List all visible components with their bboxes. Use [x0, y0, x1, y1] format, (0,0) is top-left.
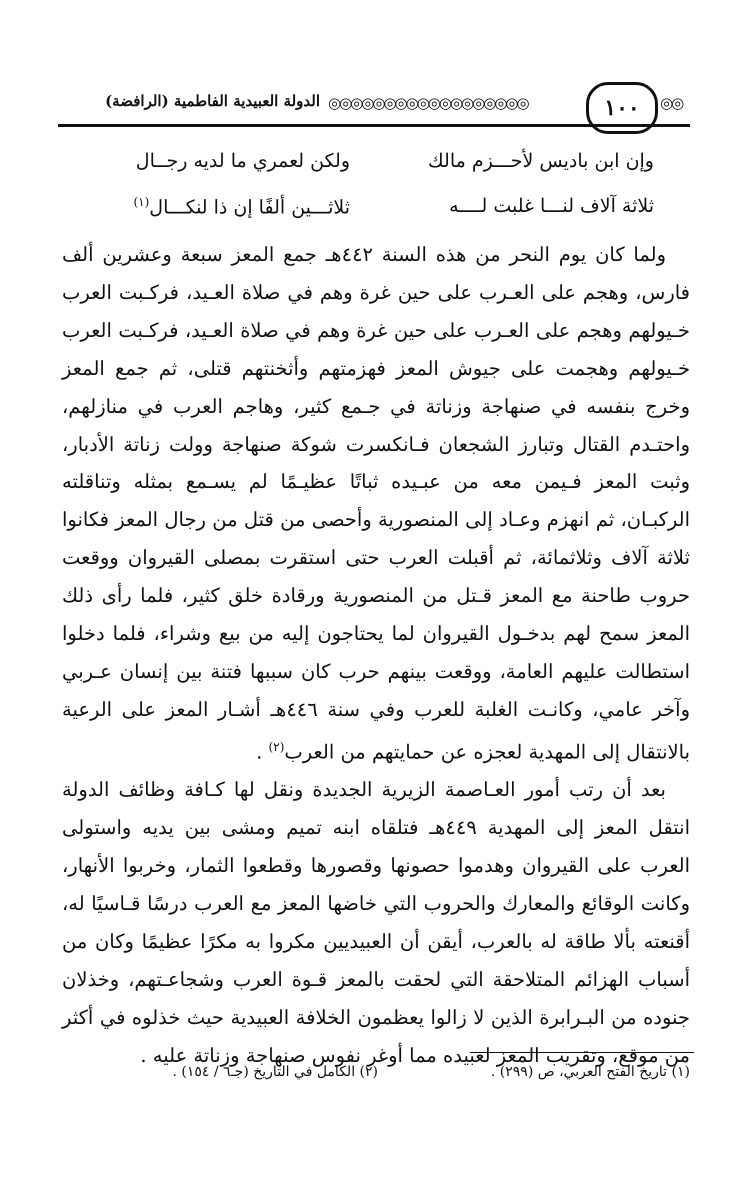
verse-line-2-hemistich-2: [133, 195, 350, 218]
page-header: [58, 82, 690, 132]
footnote-1: (١) تاريخ الفتح العربي، ص (٢٩٩) .: [490, 1064, 690, 1080]
body-text: [62, 236, 690, 1074]
page-number: ١٠٠: [604, 95, 640, 121]
paragraph-1: [62, 236, 690, 771]
verse-line-1-hemistich-2: ولكن لعمري ما لديه رجــال: [135, 150, 350, 172]
footnote-rule: [470, 1052, 694, 1053]
footnote-2: (٢) الكامل في التاريخ (جـ٦ / ١٥٤) .: [172, 1064, 378, 1080]
paragraph-1-end: .: [256, 740, 269, 764]
header-ornament-right: ◎◎: [660, 94, 683, 112]
verse-line-2-text: ثلاثـــين ألفًا إن ذا لنكـــال: [149, 196, 350, 219]
paragraph-1-text: ولما كان يوم النحر من هذه السنة ٤٤٢هـ جمع المعز سبعة وعشرين ألف فارس، وهجم على العـرب على حين غرة وهم في صلاة العـيد، فركـبت العرب خـيولهم وهجم على العـرب على حين غرة وهم في صلاة العـيد، فركـبت العرب خـيولهم وهجمت على جيوش المعز فهزمتهم وأثخنتهم قتلى، ثم جمع المعز وخرج بنفسه في صنهاجة وزناتة في جـمع كثير، وهاجم العرب في منازلهم، واحتـدم القتال وتبارز الشجعان فـانكسرت شوكة صنهاجة وولت زناتة الأدبار، وثبت المعز فـيمن معه من عبـيده ثباتًا عظيـمًا لم يسـمع بمثله وتناقلته الركبـان، ثم انهزم وعـاد إلى المنصورية وأحصى من قتل من رجال المعز فكانوا ثلاثة آلاف وثلاثمائة، ثم أقبلت العرب حتى استقرت بمصلى القيروان ووقعت حروب طاحنة مع المعز قـتل من المنصورية ورقادة خلق كثير، فلما رأى ذلك المعز سمح لهم بدخـول القيروان لما يحتاجون إليه من بيع وشراء، فلما دخلوا استطالت عليهم العامة، ووقعت بينهم حرب كان سببها فتنة بين إنسان عـربي وآخر عامي، وكانـت الغلبة للعرب وفي سنة ٤٤٦هـ أشـار المعز على الرعية بالانتقال إلى المهدية لعجزه عن حمايتهم من العرب: [62, 243, 691, 764]
footnotes: [62, 1064, 690, 1094]
footnote-marker-2: (٢): [268, 739, 285, 754]
running-title: الدولة العبيدية الفاطمية (الرافضة): [105, 92, 320, 110]
header-ornament-band: ◎◎◎◎◎◎◎◎◎◎◎◎◎◎◎◎◎◎: [328, 94, 528, 112]
header-rule: [58, 124, 690, 127]
paragraph-2: بعد أن رتب أمور العـاصمة الزيرية الجديدة ونقل لها كـافة وظائف الدولة انتقل المعز إلى المهدية ٤٤٩هـ فتلقاه ابنه تميم ومشى بين يديه واستولى العرب على القيروان وهدموا حصونها وقصورها وقطعوا الثمار، وخربوا الأنهار، وكانت الوقائع والمعارك والحروب التي خاضها المعز مع العرب درسًا قـاسيًا له، أقنعته بألا طاقة له بالعرب، أيقن أن العبيديين مكروا به مكرًا عظيمًا وكان من أسباب الهزائم المتلاحقة التي لحقت بالمعز قـوة العرب وشجاعـتهم، وخذلان جنوده من البـرابرة الذين لا زالوا يعظمون الخلافة العبيدية حيث خذلوه في أكثر من موقع، وتقريب المعز لعبيده مما أوغر نفوس صنهاجة وزناتة عليه .: [62, 778, 690, 1067]
footnote-marker-1: (١): [133, 195, 150, 209]
verse-line-1-hemistich-1: وإن ابن باديس لأحـــزم مالك: [428, 150, 654, 172]
verse-line-2-hemistich-1: ثلاثة آلاف لنـــا غلبت لــــه: [449, 195, 654, 217]
